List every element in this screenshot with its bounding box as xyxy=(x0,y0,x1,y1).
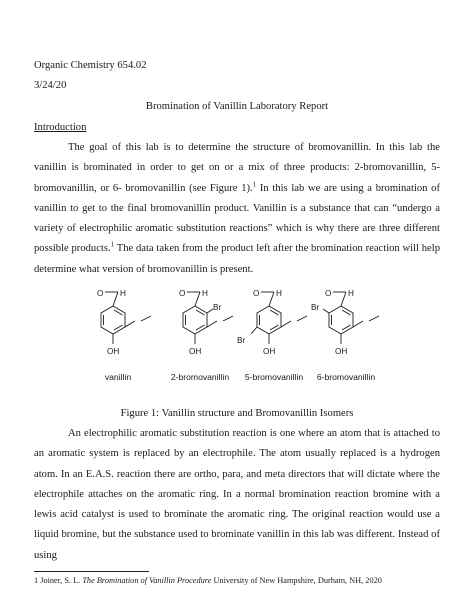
aldehyde-hydrogen-label: H xyxy=(276,289,282,298)
molecule-name-6-bromovanillin: 6-bromovanillin xyxy=(316,372,376,382)
date-line: 3/24/20 xyxy=(34,80,67,91)
molecule-6-bromovanillin xyxy=(301,284,391,384)
course-line: Organic Chemistry 654.02 xyxy=(34,60,147,71)
report-title: Bromination of Vanillin Laboratory Report xyxy=(145,101,329,112)
hydroxyl-label: OH xyxy=(107,347,120,356)
citation-superscript: 1 xyxy=(110,240,115,249)
6-bromovanillin-structure xyxy=(301,284,391,372)
bromine-label: Br xyxy=(311,303,320,312)
hydroxyl-label: OH xyxy=(335,347,348,356)
molecule-name-vanillin: vanillin xyxy=(104,372,132,382)
aldehyde-hydrogen-label: H xyxy=(348,289,354,298)
molecule-name-5-bromovanillin: 5-bromovanillin xyxy=(244,372,304,382)
intro-paragraph-2 xyxy=(34,424,440,566)
footnote-work-title: The Bromination of Vanillin Procedure xyxy=(82,576,212,585)
figure-1 xyxy=(0,284,474,394)
footnote xyxy=(34,576,382,585)
intro-text-part1: The goal of this lab is to determine the structure of bromovanillin. In this lab the vanillin is brominated in order to get on or a mix of three products: 2-bromovanillin, 5- bromovanillin, or 6- bromovanillin (see Figure 1). xyxy=(34,142,440,194)
citation-superscript: 1 xyxy=(252,180,257,189)
aldehyde-hydrogen-label: H xyxy=(120,289,126,298)
molecule-vanillin xyxy=(73,284,163,384)
bromine-label: Br xyxy=(237,336,246,345)
hydroxyl-label: OH xyxy=(189,347,202,356)
intro-text-part2: In this lab we are using a bromination of vanillin to get to the final bromovanillin product. Vanillin is a substance that can “undergo a variety of electrophilic aromatic substitution reactions” which is why there are three different possible products. xyxy=(34,182,440,255)
footnote-author: Joiner, S. L. xyxy=(38,576,83,585)
footnote-divider xyxy=(34,571,149,572)
figure-caption: Figure 1: Vanillin structure and Bromovanillin Isomers xyxy=(120,408,354,419)
intro-paragraph-1 xyxy=(34,138,440,280)
intro-paragraph-2-text: An electrophilic aromatic substitution reaction is one where an atom that is attached to an aromatic system is replaced by an electrophile. The atom usually replaced is a hydrogen atom. In an E.A.S. reaction there are ortho, para, and meta directors that will dictate where the electrophile attaches on the aromatic ring. In a normal bromination reaction bromine with a lewis acid catalyst is used to brominate the aromatic ring. The original reaction would use a liquid bromine, but the substance used to brominate vanillin in this lab was different. Instead of using xyxy=(34,428,440,561)
footnote-publisher: University of New Hampshire, Durham, NH, 2020 xyxy=(211,576,382,585)
hydroxyl-label: OH xyxy=(263,347,276,356)
aldehyde-oxygen-label: O xyxy=(325,289,332,298)
footnote-number: 1 xyxy=(34,576,39,585)
intro-text-part3: The data taken from the product left after the bromination reaction will help determine what version of bromovanillin is present. xyxy=(34,243,440,275)
bromine-label: Br xyxy=(213,303,222,312)
aldehyde-oxygen-label: O xyxy=(97,289,104,298)
aldehyde-hydrogen-label: H xyxy=(202,289,208,298)
section-heading-introduction: Introduction xyxy=(34,122,87,133)
aldehyde-oxygen-label: O xyxy=(253,289,260,298)
vanillin-structure xyxy=(73,284,163,372)
molecule-name-2-bromovanillin: 2-bromovanillin xyxy=(170,372,230,382)
aldehyde-oxygen-label: O xyxy=(179,289,186,298)
